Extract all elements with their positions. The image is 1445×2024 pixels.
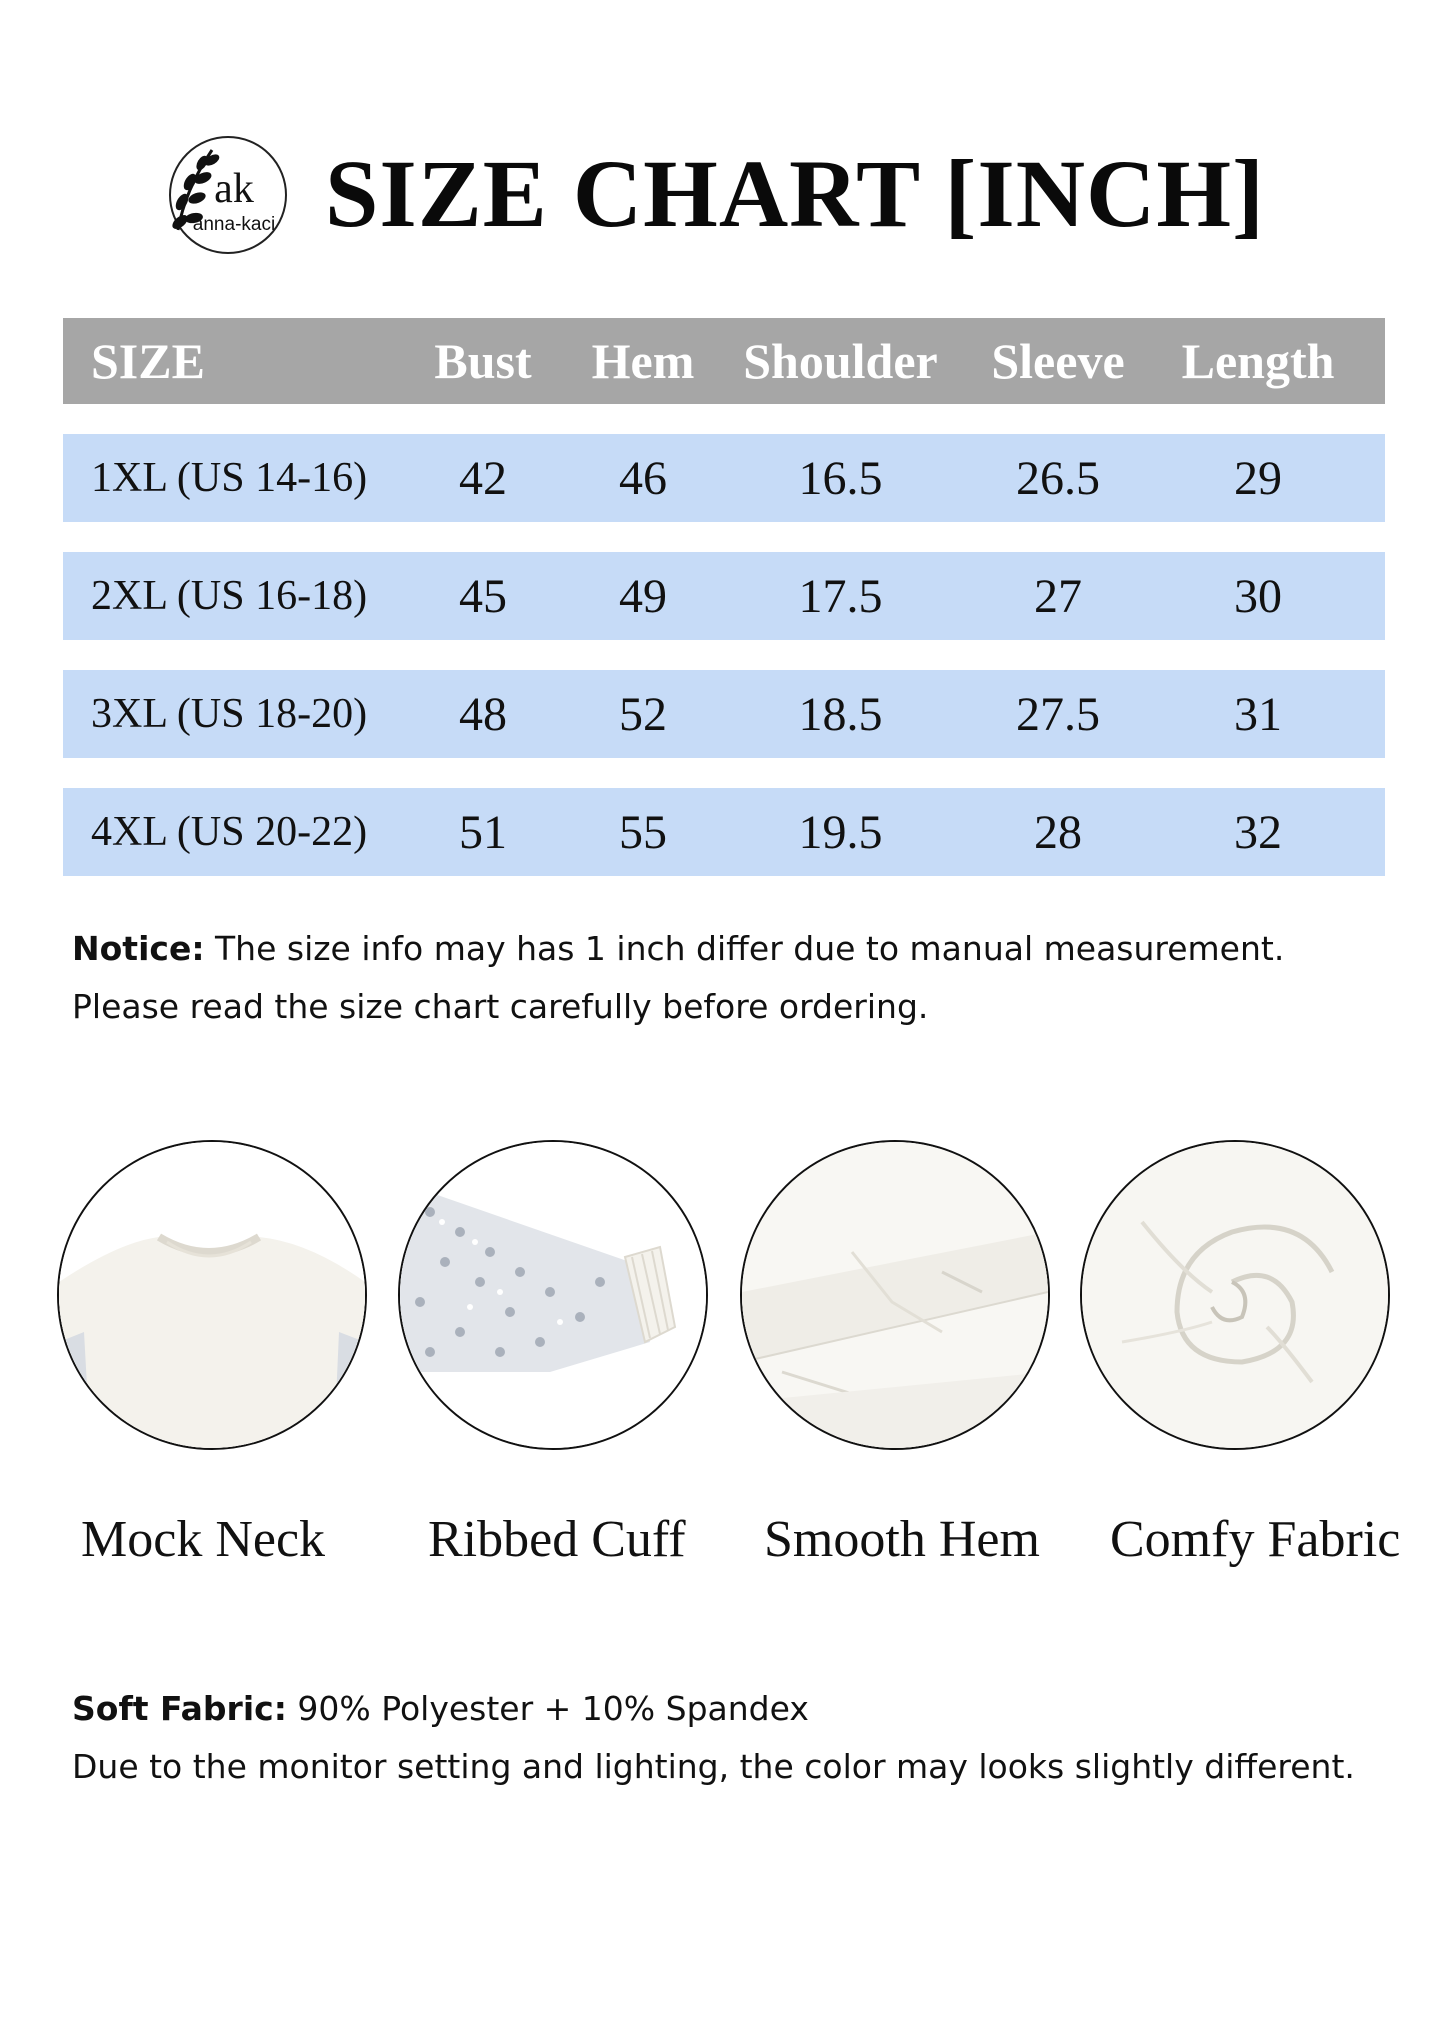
notice-text: The size info may has 1 inch differ due to manual measurement.	[204, 929, 1285, 968]
feature-label: Smooth Hem	[764, 1511, 1040, 1568]
fabric-composition: 90% Polyester + 10% Spandex	[286, 1689, 809, 1728]
feature-label: Mock Neck	[81, 1511, 326, 1568]
cell-hem: 49	[619, 569, 667, 623]
notice-block	[72, 920, 1284, 1036]
cell-sleeve: 27.5	[1016, 687, 1100, 741]
table-row	[63, 552, 1385, 640]
feature-ribbed-cuff	[398, 1140, 708, 1568]
cell-shoulder: 18.5	[798, 687, 883, 741]
cell-bust: 42	[459, 451, 507, 505]
table-row	[63, 788, 1385, 876]
fabric-disclaimer: Due to the monitor setting and lighting, the color may looks slightly different.	[72, 1747, 1355, 1786]
logo-mark: ak	[214, 166, 254, 212]
column-header-size: SIZE	[91, 333, 205, 389]
cell-bust: 48	[459, 687, 507, 741]
fabric-label: Soft Fabric:	[72, 1689, 287, 1728]
features-row	[0, 1140, 1445, 1590]
header	[0, 120, 1445, 280]
notice-label: Notice:	[72, 929, 205, 968]
feature-comfy-fabric	[1080, 1140, 1401, 1568]
cell-length: 30	[1234, 569, 1282, 623]
feature-label: Ribbed Cuff	[428, 1511, 686, 1568]
cell-sleeve: 28	[1034, 805, 1082, 859]
column-header-length: Length	[1181, 333, 1335, 389]
column-header-shoulder: Shoulder	[743, 333, 938, 389]
feature-label: Comfy Fabric	[1110, 1511, 1401, 1568]
column-header-hem: Hem	[591, 333, 695, 389]
comfy-fabric-photo-icon	[1080, 1140, 1390, 1450]
ribbed-cuff-photo-icon	[398, 1140, 708, 1450]
cell-length: 29	[1234, 451, 1282, 505]
cell-sleeve: 26.5	[1016, 451, 1100, 505]
cell-hem: 46	[619, 451, 667, 505]
cell-hem: 52	[619, 687, 667, 741]
brand-logo	[150, 130, 300, 260]
notice-line-2: Please read the size chart carefully before ordering.	[72, 987, 929, 1026]
column-header-sleeve: Sleeve	[991, 333, 1125, 389]
cell-shoulder: 19.5	[798, 805, 883, 859]
cell-bust: 45	[459, 569, 507, 623]
column-header-bust: Bust	[434, 333, 532, 389]
cell-size: 1XL (US 14-16)	[91, 455, 368, 501]
size-table	[63, 318, 1385, 876]
cell-size: 3XL (US 18-20)	[91, 691, 368, 737]
mock-neck-photo-icon	[57, 1140, 367, 1450]
fabric-line-1	[72, 1680, 1355, 1738]
page-title: SIZE CHART [INCH]	[325, 140, 1266, 247]
table-row	[63, 670, 1385, 758]
logo-text: anna-kaci	[192, 214, 276, 235]
cell-size: 4XL (US 20-22)	[91, 809, 368, 855]
cell-shoulder: 16.5	[798, 451, 883, 505]
cell-sleeve: 27	[1034, 569, 1082, 623]
smooth-hem-photo-icon	[740, 1140, 1050, 1450]
cell-bust: 51	[459, 805, 507, 859]
fabric-block	[72, 1680, 1355, 1796]
cell-shoulder: 17.5	[798, 569, 883, 623]
feature-mock-neck	[57, 1140, 367, 1568]
feature-smooth-hem	[740, 1140, 1050, 1568]
table-header	[63, 318, 1385, 404]
table-row	[63, 434, 1385, 522]
notice-line-1	[72, 920, 1284, 978]
cell-hem: 55	[619, 805, 667, 859]
cell-size: 2XL (US 16-18)	[91, 573, 368, 619]
cell-length: 32	[1234, 805, 1282, 859]
cell-length: 31	[1234, 687, 1282, 741]
